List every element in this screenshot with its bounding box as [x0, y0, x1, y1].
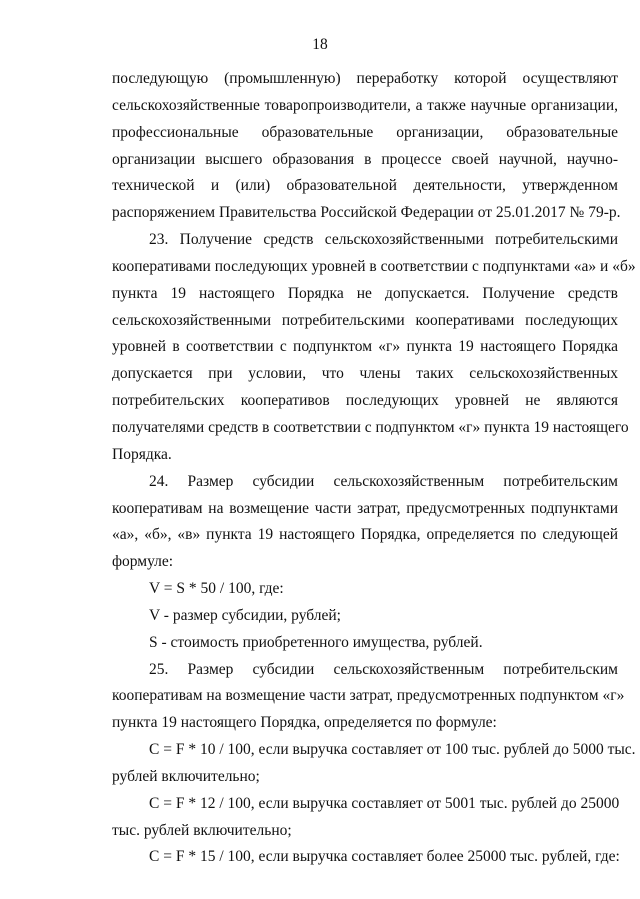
text-line: допускается при условии, что члены таких сельскохозяйственных	[112, 365, 618, 383]
text-line: «а», «б», «в» пункта 19 настоящего Порядка, определяется по следующей	[112, 526, 618, 544]
text-line: профессиональные образовательные организации, образовательные	[112, 123, 618, 141]
text-line: распоряжением Правительства Российской Федерации от 25.01.2017 № 79-р.	[112, 204, 621, 222]
text-line: пункта 19 настоящего Порядка, определяется по формуле:	[112, 714, 497, 732]
paragraph-25-start: 25. Размер субсидии сельскохозяйственным потребительским	[149, 660, 618, 678]
document-body	[112, 66, 636, 871]
formula-definition: V - размер субсидии, рублей;	[149, 606, 341, 624]
formula-definition: S - стоимость приобретенного имущества, рублей.	[149, 633, 483, 651]
text-line: последующую (промышленную) переработку которой осуществляют	[112, 70, 618, 87]
page-number: 18	[312, 36, 328, 53]
paragraph-23-start: 23. Получение средств сельскохозяйственными потребительскими	[149, 231, 618, 249]
paragraph-24-start: 24. Размер субсидии сельскохозяйственным потребительским	[149, 472, 618, 490]
text-line: сельскохозяйственные товаропроизводители, а также научные организации,	[112, 96, 618, 114]
text-line: кооперативам на возмещение части затрат, предусмотренных подпунктом «г»	[112, 687, 625, 705]
formula-line: V = S * 50 / 100, где:	[149, 580, 284, 598]
text-line: кооперативам на возмещение части затрат, предусмотренных подпунктами	[112, 499, 618, 517]
text-line: организации высшего образования в процессе своей научной, научно-	[112, 150, 618, 168]
formula-line: C = F * 10 / 100, если выручка составляет от 100 тыс. рублей до 5000 тыс.	[149, 741, 636, 759]
text-line: технической и (или) образовательной деятельности, утвержденном	[112, 177, 618, 195]
text-line: потребительских кооперативов последующих уровней не являются	[112, 392, 618, 410]
formula-line: C = F * 15 / 100, если выручка составляет более 25000 тыс. рублей, где:	[149, 848, 620, 866]
text-line: Порядка.	[112, 445, 172, 463]
text-line: получателями средств в соответствии с подпунктом «г» пункта 19 настоящего	[112, 418, 629, 436]
text-line: кооперативами последующих уровней в соответствии с подпунктами «а» и «б»	[112, 257, 636, 275]
text-line: уровней в соответствии с подпунктом «г» пункта 19 настоящего Порядка	[112, 338, 618, 356]
text-line: формуле:	[112, 553, 174, 571]
text-line: тыс. рублей включительно;	[112, 821, 292, 839]
formula-line: C = F * 12 / 100, если выручка составляет от 5001 тыс. рублей до 25000	[149, 794, 620, 812]
text-line: пункта 19 настоящего Порядка не допускается. Получение средств	[112, 284, 618, 302]
text-line: рублей включительно;	[112, 767, 260, 785]
text-line: сельскохозяйственными потребительскими кооперативами последующих	[112, 311, 618, 329]
